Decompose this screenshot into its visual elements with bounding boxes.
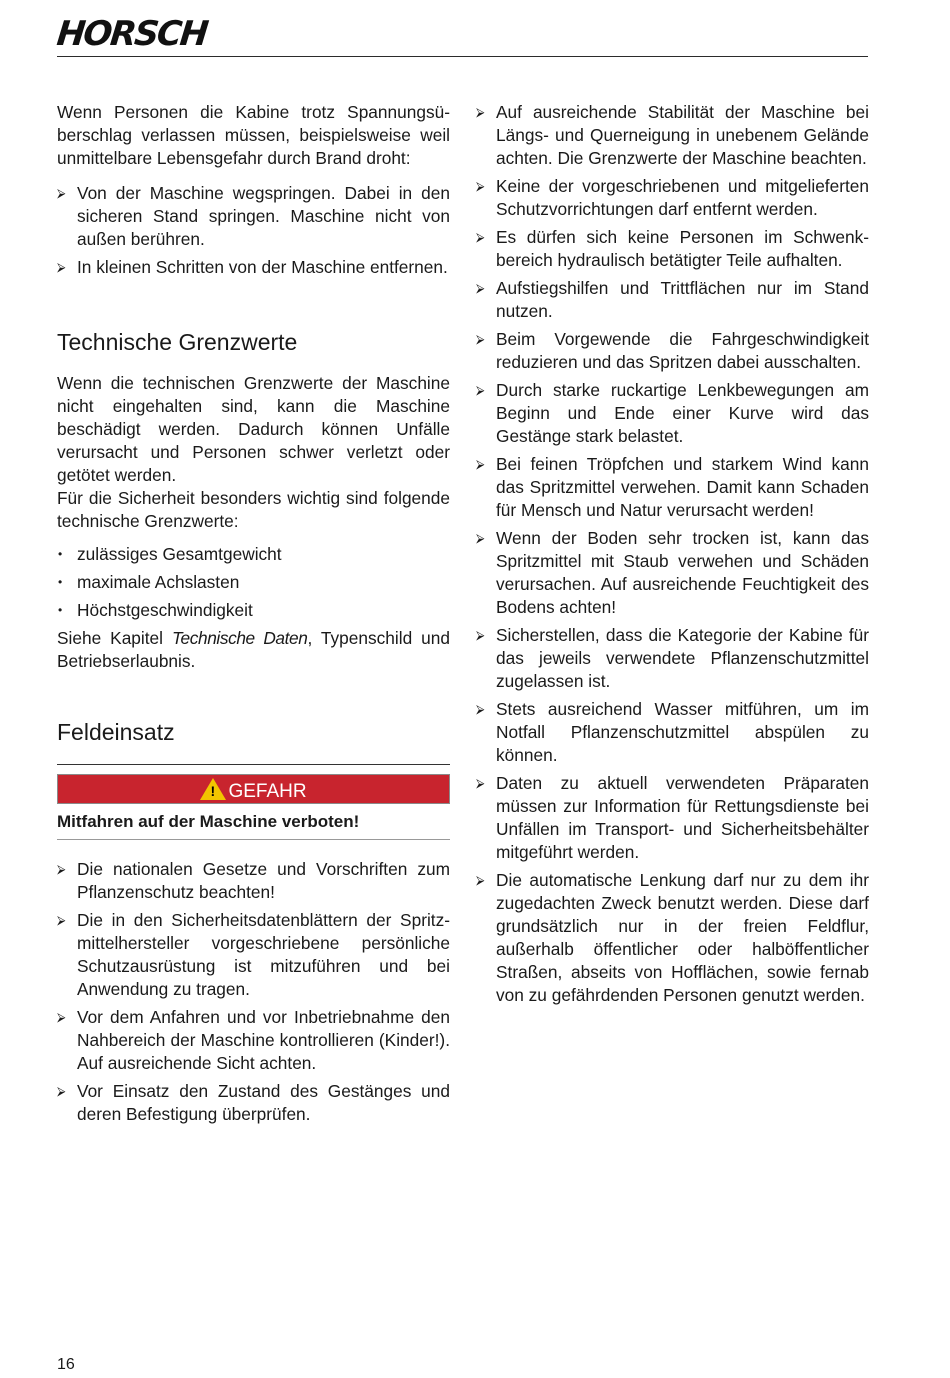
- arrow-bullet-icon: ⮚: [57, 862, 66, 876]
- list-item: ⮚ Beim Vorgewende die Fahrgeschwindigkeit reduzieren und das Spritzen dabei ausschalten.: [476, 329, 869, 372]
- section-heading-feldeinsatz: Feldeinsatz: [57, 719, 175, 745]
- list-item: ⮚ Daten zu aktuell verwendeten Präparaten müssen zur Information für Rettungsdienste bei Unfällen im Transport- und Sicherheitsbehälter mitgeführt werden.: [476, 773, 869, 862]
- limits-intro-paragraph: Für die Sicherheit besonders wichtig sind folgende technische Grenzwerte:: [57, 488, 450, 531]
- limits-list: [57, 543, 450, 622]
- page-number: 16: [57, 1356, 75, 1373]
- arrow-bullet-icon: ⮚: [476, 281, 485, 295]
- arrow-bullet-icon: ⮚: [476, 873, 485, 887]
- list-item: ⮚ Vor dem Anfahren und vor Inbetriebnahme den Nahbereich der Maschine kontrollieren (Kinder!). Auf ausreichende Sicht achten.: [57, 1007, 450, 1073]
- list-item: ⮚ Von der Maschine wegspringen. Dabei in den sicheren Stand springen. Maschine nicht von außen berühren.: [57, 183, 450, 249]
- intro-paragraph: Wenn Personen die Kabine trotz Spannungsüberschlag verlassen müssen, beispielsweise weil unmittelbare Lebensgefahr durch Brand droht:: [57, 102, 450, 168]
- list-item: ⮚ Sicherstellen, dass die Kategorie der Kabine für das jeweils verwendete Pflanzenschutzmittel zugelassen ist.: [476, 625, 869, 691]
- limits-paragraph: Wenn die technischen Grenzwerte der Maschine nicht eingehalten sind, kann die Maschine beschädigt werden. Dadurch können Unfälle verursacht und Personen schwer verletzt oder getötet werden.: [57, 373, 450, 485]
- warning-triangle-icon: [200, 778, 226, 800]
- horsch-logo: HORSCH: [54, 14, 209, 54]
- arrow-bullet-icon: ⮚: [57, 1084, 66, 1098]
- list-item: • Höchstgeschwindigkeit: [58, 600, 253, 620]
- field-use-bullet-list: [57, 858, 450, 1126]
- arrow-bullet-icon: ⮚: [57, 913, 66, 927]
- arrow-bullet-icon: ⮚: [476, 332, 485, 346]
- arrow-bullet-icon: ⮚: [476, 776, 485, 790]
- list-item: ⮚ In kleinen Schritten von der Maschine entfernen.: [57, 257, 448, 277]
- dot-bullet-icon: •: [58, 575, 63, 589]
- list-item: • zulässiges Gesamtgewicht: [58, 544, 282, 564]
- section-heading-technische-grenzwerte: Technische Grenzwerte: [57, 329, 298, 355]
- danger-message: Mitfahren auf der Maschine verboten!: [57, 810, 450, 840]
- arrow-bullet-icon: ⮚: [476, 230, 485, 244]
- list-item: ⮚ Keine der vorgeschriebenen und mitgelieferten Schutzvorrichtungen darf entfernt werden.: [476, 176, 869, 219]
- list-item: ⮚ Die nationalen Gesetze und Vorschriften zum Pflanzenschutz beachten!: [57, 859, 450, 902]
- list-item: ⮚ Vor Einsatz den Zustand des Gestänges und deren Befestigung überprüfen.: [57, 1081, 450, 1124]
- danger-banner: !GEFAHR: [57, 774, 450, 804]
- arrow-bullet-icon: ⮚: [476, 457, 485, 471]
- list-item: ⮚ Bei feinen Tröpfchen und starkem Wind kann das Spritzmittel verwehen. Damit kann Schaden für Mensch und Natur verursacht werden!: [476, 454, 869, 520]
- arrow-bullet-icon: ⮚: [476, 179, 485, 193]
- page-header: [54, 10, 868, 57]
- list-item: • maximale Achslasten: [58, 572, 240, 592]
- dot-bullet-icon: •: [58, 603, 63, 617]
- arrow-bullet-icon: ⮚: [57, 260, 66, 274]
- list-item: ⮚ Durch starke ruckartige Lenkbewegungen am Beginn und Ende einer Kurve wird das Gestänge stark belastet.: [476, 380, 869, 446]
- list-item: ⮚ Die in den Sicherheitsdatenblättern der Spritzmittelhersteller vorgeschriebene persönliche Schutzausrüstung ist mitzuführen und bei Anwendung zu tragen.: [57, 910, 450, 999]
- chapter-reference: Technische Daten: [171, 628, 308, 648]
- intro-bullet-list: [57, 182, 450, 279]
- list-item: ⮚ Auf ausreichende Stabilität der Maschine bei Längs- und Querneigung in unebenem Gelände achten. Die Grenzwerte der Maschine beachten.: [476, 102, 869, 168]
- danger-notice: [57, 764, 450, 840]
- list-item: ⮚ Wenn der Boden sehr trocken ist, kann das Spritzmittel mit Staub verwehen und Schäden verursachen. Auf ausreichende Feuchtigkeit des Bodens achten!: [476, 528, 869, 617]
- list-item: ⮚ Es dürfen sich keine Personen im Schwenkbereich hydraulisch betätigter Teile aufhalten.: [476, 227, 869, 270]
- arrow-bullet-icon: ⮚: [476, 531, 485, 545]
- arrow-bullet-icon: ⮚: [476, 628, 485, 642]
- reference-paragraph: Siehe Kapitel Technische Daten, Typenschild und Betriebserlaubnis.: [57, 628, 450, 671]
- arrow-bullet-icon: ⮚: [476, 383, 485, 397]
- arrow-bullet-icon: ⮚: [57, 1010, 66, 1024]
- arrow-bullet-icon: ⮚: [57, 186, 66, 200]
- right-column: [476, 101, 869, 1012]
- list-item: ⮚ Die automatische Lenkung darf nur zu dem ihr zugedachten Zweck benutzt werden. Diese darf grundsätzlich nur in der freien Feldflur, außerhalb öffentlicher oder halböffentlicher Straßen, abseits von Hofflächen, sowie fernab von zu gefährdenden Personen genutzt werden.: [476, 870, 869, 1005]
- arrow-bullet-icon: ⮚: [476, 105, 485, 119]
- dot-bullet-icon: •: [58, 547, 63, 561]
- left-column: [57, 101, 450, 1131]
- list-item: ⮚ Aufstiegshilfen und Trittflächen nur im Stand nutzen.: [476, 278, 869, 321]
- right-bullet-list: [476, 101, 869, 1007]
- arrow-bullet-icon: ⮚: [476, 702, 485, 716]
- list-item: ⮚ Stets ausreichend Wasser mitführen, um im Notfall Pflanzenschutzmittel abspülen zu können.: [476, 699, 869, 765]
